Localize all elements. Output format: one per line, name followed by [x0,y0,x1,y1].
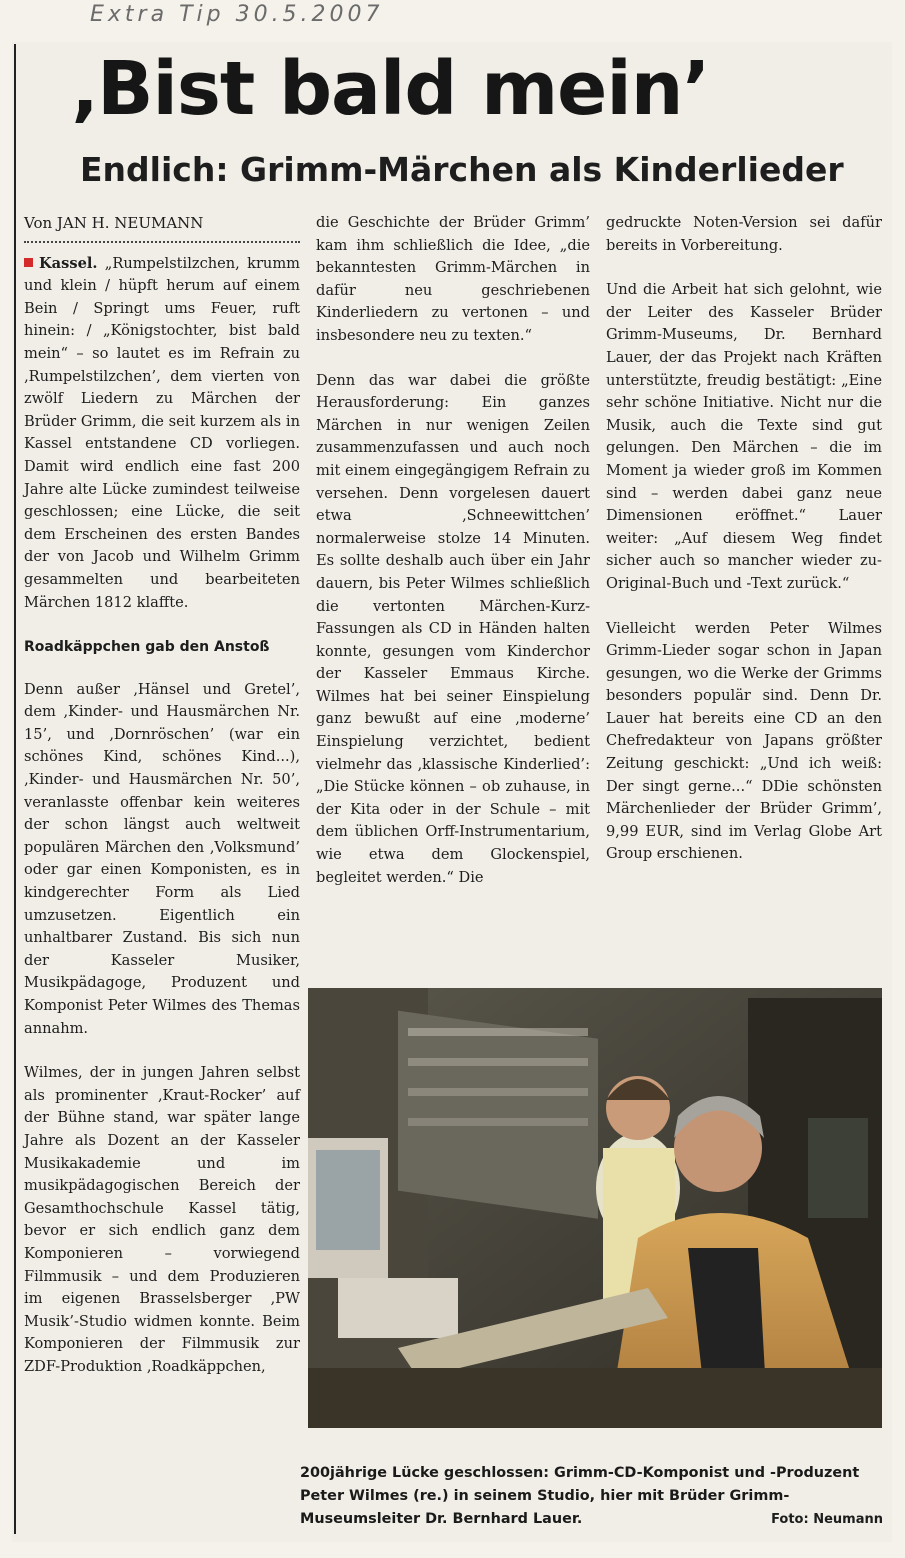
article-column-2 [316,212,590,889]
paragraph: gedruckte Noten-Version sei dafür bereits in Vorbereitung. [606,214,882,254]
paragraph: Denn das war dabei die größte Herausforderung: Ein ganzes Märchen in nur wenigen Zeilen zusammenzufassen und auch noch mit einem eingegängigem Refrain zu versehen. Denn vorgelesen dauert etwa ‚Schneewittchen’ normalerweise stolze 14 Minuten. Es sollte deshalb auch über ein Jahr dauern, bis Peter Wilmes schließlich die vertonten Märchen-Kurz-Fassungen als CD in Händen halten konnte, gesungen vom Kinderchor der Kasseler Emmaus Kirche. Wilmes hat bei seiner Einspielung ganz bewußt auf eine ‚moderne’ Einspielung verzichtet, bedient vielmehr das ‚klassische Kinderlied’: „Die Stücke können – ob zuhause, in der Kita oder in der Schule – mit dem üblichen Orff-Instrumentarium, wie etwa dem Glockenspiel, begleitet werden.“ Die [316,371,590,886]
photo-credit: Foto: Neumann [771,1512,883,1527]
paragraph: die Geschichte der Brüder Grimm’ kam ihm schließlich die Idee, „die bekanntesten Grimm-Märchen in dafür neu geschriebenen Kinderliedern zu vertonen – und insbesondere neu zu texten.“ [316,214,590,344]
crosshead: Roadkäppchen gab den Anstoß [24,639,270,656]
paragraph: Vielleicht werden Peter Wilmes Grimm-Lieder sogar schon in Japan gesungen, wo die Werke der Grimms besonders populär sind. Denn Dr. Lauer hat bereits eine CD an den Chefredakteur von Japans größter Zeitung geschickt: „Und ich weiß: Der singt gerne...“ DDie schönsten Märchenlieder der Brüder Grimm’, 9,99 EUR, sind im Verlag Globe Art Group erschienen. [606,619,882,863]
dateline: Kassel. [39,254,98,272]
handwritten-date-note: Extra Tip 30.5.2007 [90,2,384,27]
article-column-3 [606,212,882,866]
headline: ‚Bist bald mein’ [70,46,710,132]
column-rule [14,44,16,1534]
photo-caption: 200jährige Lücke geschlossen: Grimm-CD-Komponist und -Produzent Peter Wilmes (re.) in seinem Studio, hier mit Brüder Grimm-Museumsleiter Dr. Bernhard Lauer. [300,1465,860,1527]
article-column-1 [24,212,300,1379]
paragraph: Wilmes, der in jungen Jahren selbst als prominenter ‚Kraut-Rocker’ auf der Bühne stand, war später lange Jahre als Dozent an der Kasseler Musikakademie und im musikpädagogischen Bereich der Gesamthochschule Kassel tätig, bevor er sich endlich ganz dem Komponieren – vorwiegend Filmmusik – und dem Produzieren im eigenen Brasselsberger ‚PW Musik’-Studio widmen konnte. Beim Komponieren der Filmmusik zur ZDF-Produktion ‚Roadkäppchen, [24,1064,300,1375]
paragraph: Und die Arbeit hat sich gelohnt, wie der Leiter des Kasseler Brüder Grimm-Museums, Dr. Bernhard Lauer, der das Projekt nach Kräften unterstützte, freudig bestätigt: „Eine sehr schöne Initiative. Nicht nur die Musik, auch die Texte sind gut gelungen. Den Märchen – die im Moment ja wieder groß im Kommen sind – werden dabei ganz neue Dimensionen eröffnet.“ Lauer weiter: „Auf diesem Weg findet sicher auch so mancher wieder zu- Original-Buch und -Text zurück.“ [606,281,882,592]
lead-paragraph: „Rumpelstilzchen, krumm und klein / hüpft herum auf einem Bein / Springt ums Feuer, ruft hinein: / „Königstochter, bist bald mein“ – so lautet es im Refrain zu ‚Rumpelstilzchen’, dem vierten von zwölf Liedern zu Märchen der Brüder Grimm, die seit kurzem als in Kassel entstandene CD vorliegen. Damit wird endlich eine fast 200 Jahre alte Lücke zumindest teilweise geschlossen; eine Lücke, die seit dem Erscheinen des ersten Bandes der von Jacob und Wilhelm Grimm gesammelten und bearbeiteten Märchen 1812 klaffte. [24,254,300,611]
dotted-divider [24,237,300,243]
byline: Von JAN H. NEUMANN [24,214,204,232]
red-square-bullet-icon [24,258,33,267]
subheadline: Endlich: Grimm-Märchen als Kinderlieder [80,150,844,189]
paragraph: Denn außer ‚Hänsel und Gretel’, dem ‚Kinder- und Hausmärchen Nr. 15’, und ‚Dornröschen’ (war ein schönes Kind, schönes Kind...), ‚Kinder- und Hausmärchen Nr. 50’, veranlasste offenbar kein weiteres der schon längst auch weltweit populären Märchen den ‚Volksmund’ oder gar einen Komponisten, es in kindgerechter Form als Lied umzusetzen. Eigentlich ein unhaltbarer Zustand. Bis sich nun der Kasseler Musiker, Musikpädagoge, Produzent und Komponist Peter Wilmes des Themas annahm. [24,680,300,1037]
studio-photo [308,988,882,1428]
